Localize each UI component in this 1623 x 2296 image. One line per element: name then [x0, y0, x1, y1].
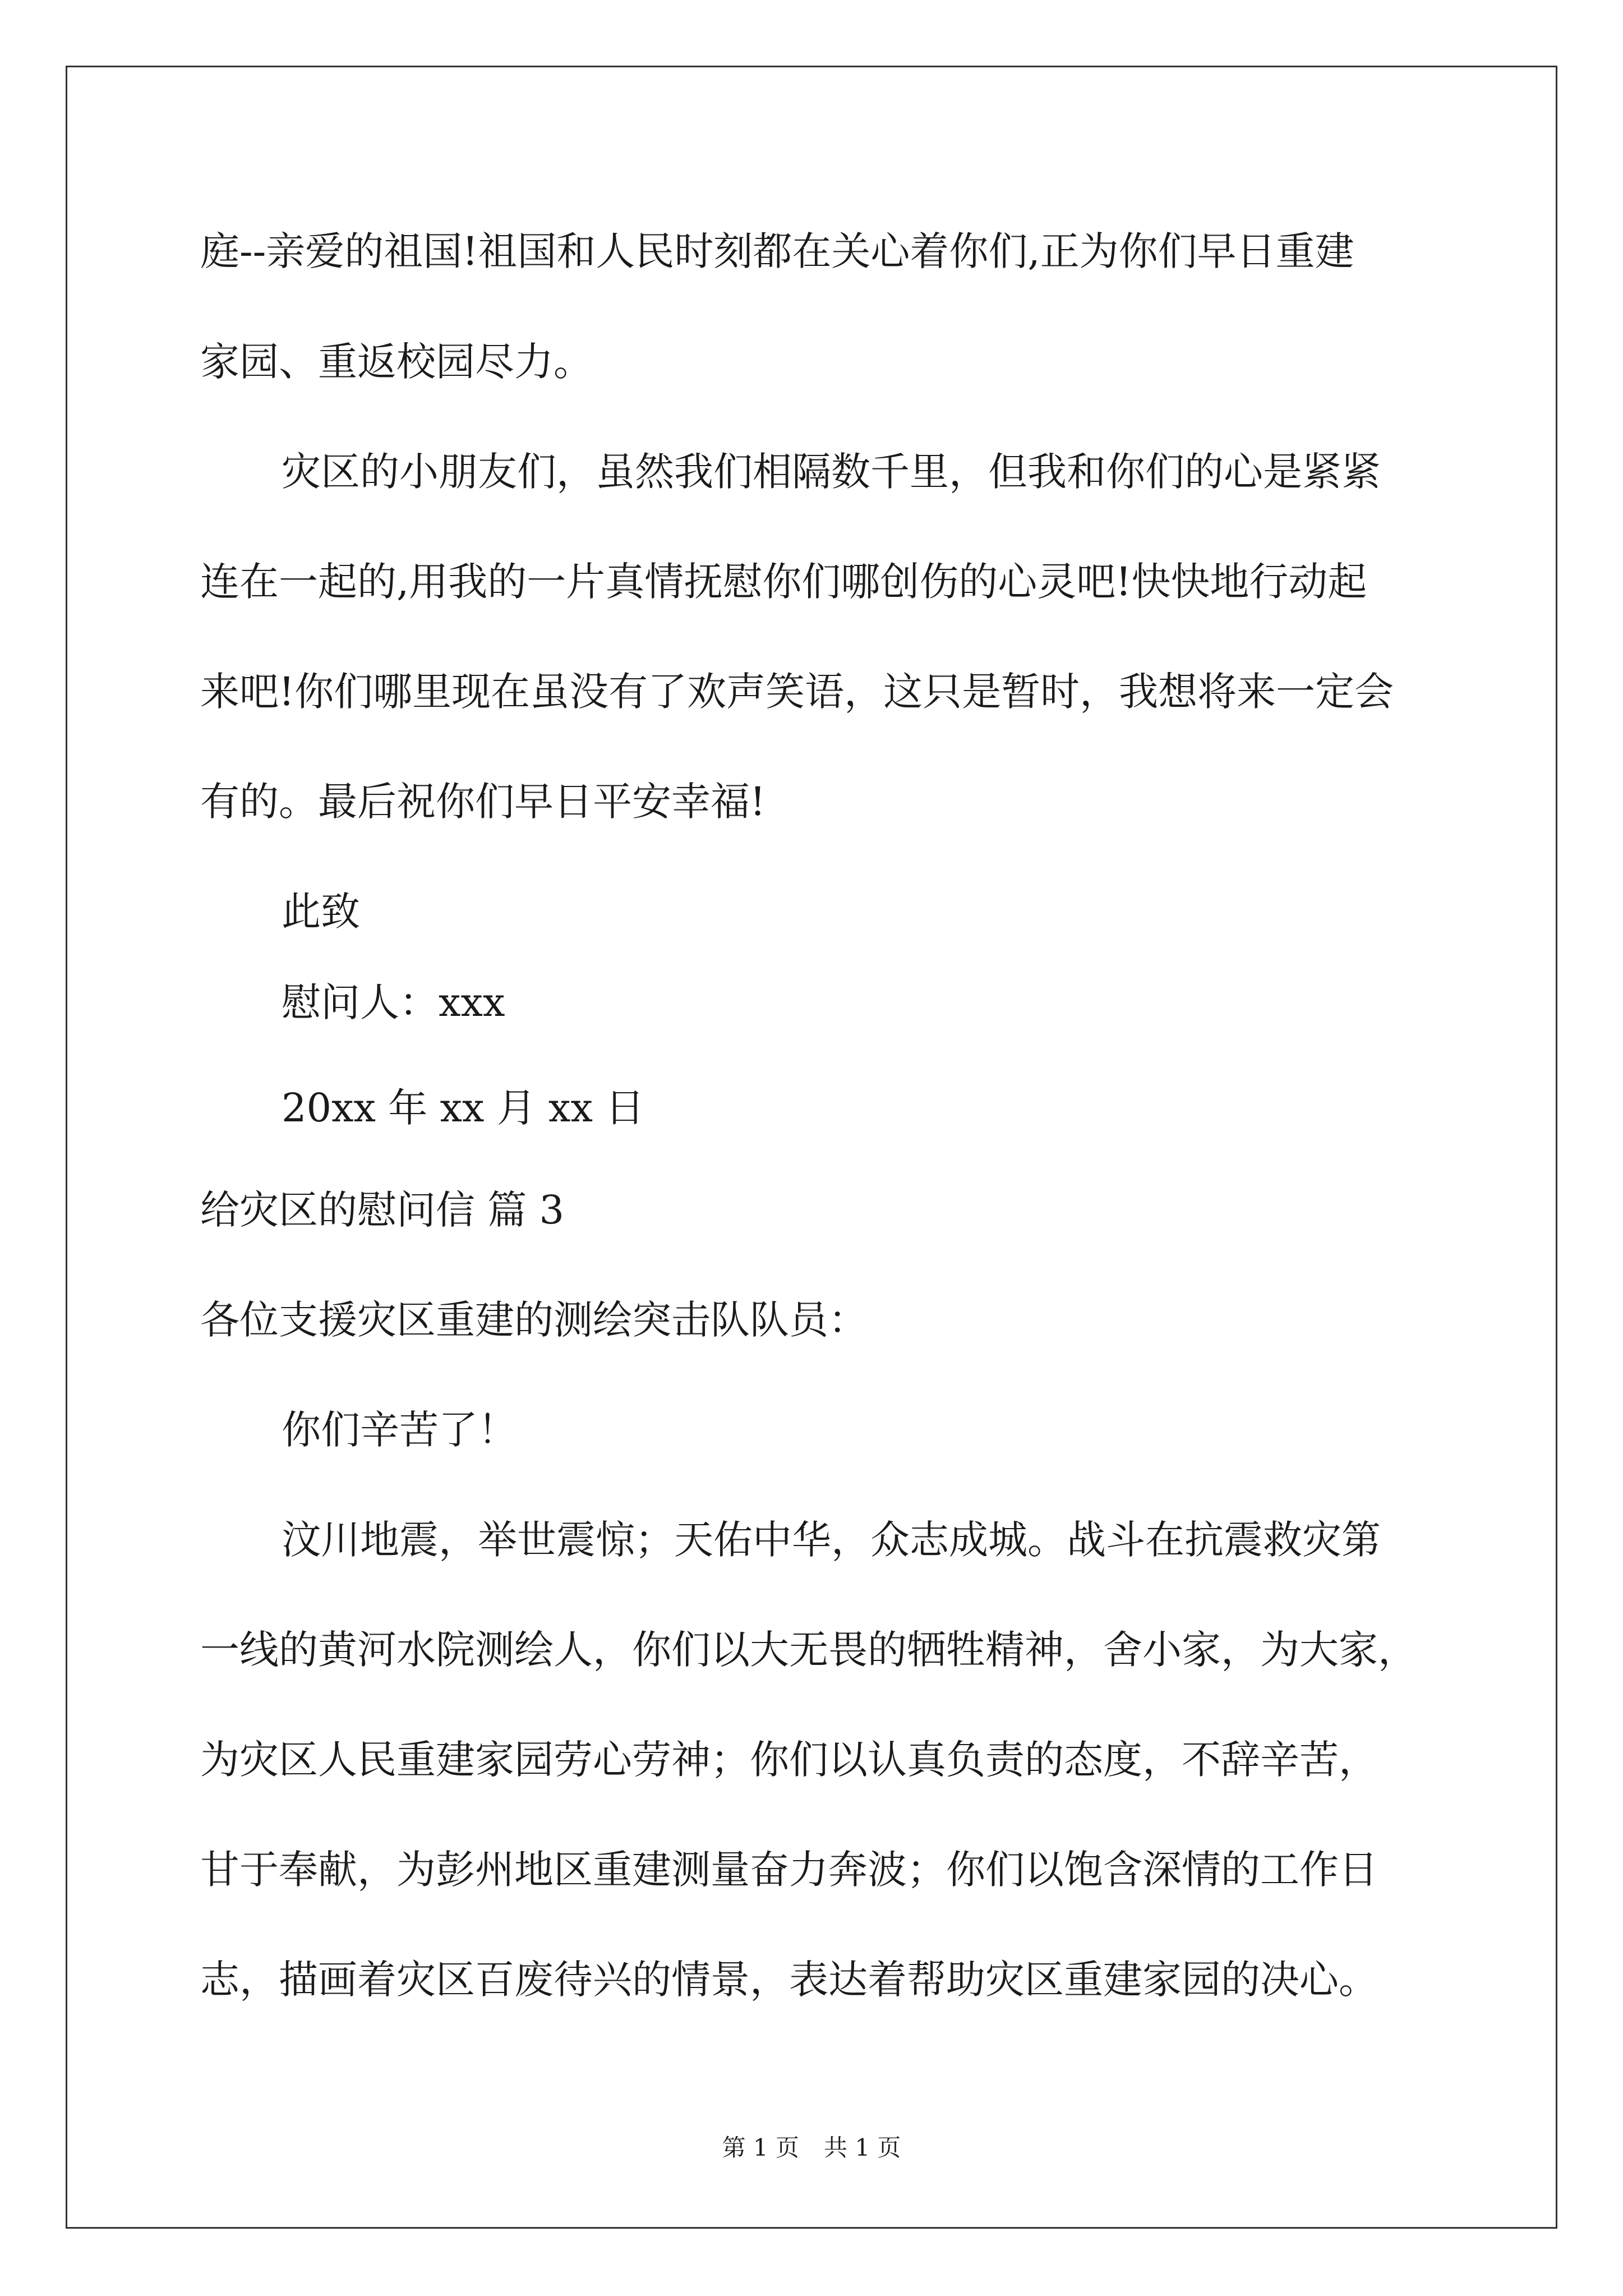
body-line-9: 为灾区人民重建家园劳心劳神；你们以认真负责的态度，不辞辛苦， — [200, 1737, 1378, 1783]
section-heading: 给灾区的慰问信 篇 3 — [200, 1187, 565, 1233]
body-line-5: 来吧!你们哪里现在虽没有了欢声笑语，这只是暂时，我想将来一定会 — [200, 669, 1394, 715]
page-number-total: 共 1 页 — [824, 2134, 901, 2161]
greeting-line: 各位支援灾区重建的测绘突击队队员： — [200, 1297, 868, 1343]
body-line-10: 甘于奉献，为彭州地区重建测量奋力奔波；你们以饱含深情的工作日 — [200, 1847, 1378, 1893]
body-line-11: 志，描画着灾区百废待兴的情景，表达着帮助灾区重建家园的决心。 — [200, 1957, 1378, 2003]
page-number-current: 第 1 页 — [722, 2134, 799, 2161]
body-line-2: 家园、重返校园尽力。 — [200, 339, 593, 385]
signature-line: 慰问人：xxx — [282, 979, 505, 1025]
date-line: 20xx 年 xx 月 xx 日 — [282, 1085, 645, 1131]
page-border — [66, 66, 1557, 2229]
page-footer — [0, 2136, 1623, 2160]
closing-salutation: 此致 — [282, 889, 360, 935]
body-line-8: 一线的黄河水院测绘人，你们以大无畏的牺牲精神，舍小家，为大家， — [200, 1627, 1417, 1673]
body-line-7: 汶川地震，举世震惊；天佑中华，众志成城。战斗在抗震救灾第 — [282, 1517, 1381, 1563]
body-line-4: 连在一起的,用我的一片真情抚慰你们哪创伤的心灵吧!快快地行动起 — [200, 559, 1367, 605]
body-line-3: 灾区的小朋友们，虽然我们相隔数千里，但我和你们的心是紧紧 — [282, 449, 1381, 495]
body-line-6: 有的。最后祝你们早日平安幸福! — [200, 779, 766, 825]
body-line-1: 庭--亲爱的祖国!祖国和人民时刻都在关心着你们,正为你们早日重建 — [200, 228, 1354, 274]
opening-line: 你们辛苦了！ — [282, 1407, 517, 1453]
